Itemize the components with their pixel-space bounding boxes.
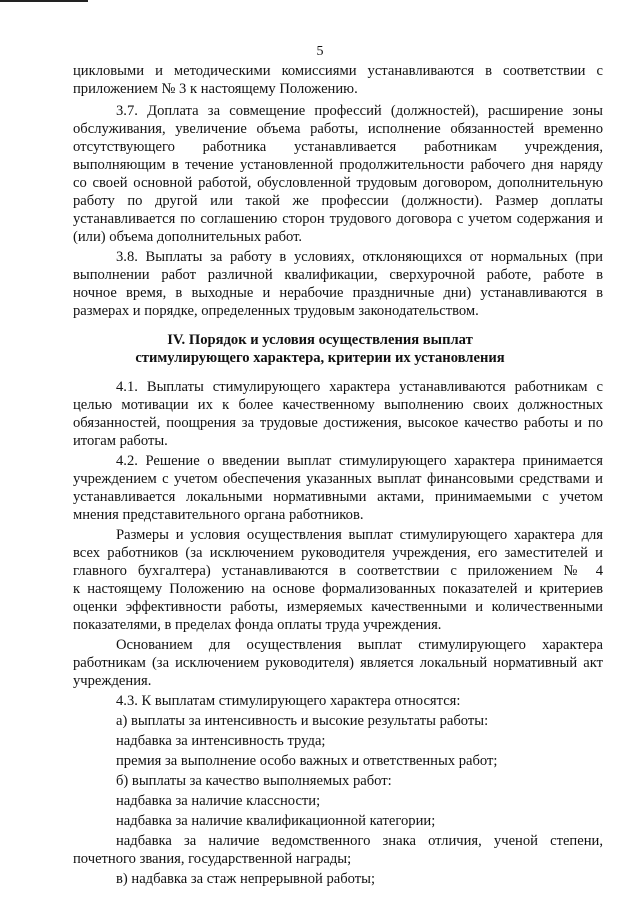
text-line: 3.8. Выплаты за работу в условиях, отклоняющихся от нормальных (при	[116, 249, 603, 265]
text-line: к настоящему Положению на основе формализованных показателей и критериев	[73, 581, 603, 597]
list-item: почетного звания, государственной награды;	[73, 851, 352, 867]
text-line: выполняющим в течение установленной продолжительности рабочего дня наряду	[73, 157, 603, 173]
list-item: в) надбавка за стаж непрерывной работы;	[116, 871, 376, 887]
list-item: а) выплаты за интенсивность и высокие результаты работы:	[116, 713, 489, 729]
text-line: размерах и порядке, определенных трудовым законодательством.	[73, 303, 479, 319]
text-line: учреждением с учетом обеспечения указанных выплат финансовыми средствами и	[73, 471, 603, 487]
page-number: 5	[316, 44, 324, 59]
text-line: устанавливается по соглашению сторон трудового договора с учетом содержания и	[73, 211, 603, 227]
text-line: ночное время, в выходные и нерабочие праздничные дни) устанавливаются в	[73, 285, 603, 301]
text-line: 4.2. Решение о введении выплат стимулирующего характера принимается	[116, 453, 603, 469]
text-line: показателями, в пределах фонда оплаты труда учреждения.	[73, 617, 442, 633]
list-item: б) выплаты за качество выполняемых работ:	[116, 773, 392, 789]
text-line: главного бухгалтера) устанавливаются в соответствии с приложением № 4	[73, 563, 603, 579]
text-line: устанавливается локальными нормативными актами, принимаемыми с учетом	[73, 489, 603, 505]
list-item: надбавка за наличие квалификационной категории;	[116, 813, 436, 829]
list-item: надбавка за наличие классности;	[116, 793, 321, 809]
text-line: учреждения.	[73, 673, 152, 689]
text-line: оценки эффективности работы, измеряемых качественными и количественными	[73, 599, 603, 615]
section-heading: стимулирующего характера, критерии их установления	[135, 350, 505, 366]
list-item: премия за выполнение особо важных и ответственных работ;	[116, 753, 498, 769]
text-line: (или) объема дополнительных работ.	[73, 229, 303, 245]
text-line: обязанностей, поощрения за трудовые достижения, высокое качество работы и по	[73, 415, 603, 431]
text-line: 3.7. Доплата за совмещение профессий (должностей), расширение зоны	[116, 103, 603, 119]
text-line: целью мотивации их к более качественному выполнению своих должностных	[73, 397, 603, 413]
list-item: надбавка за наличие ведомственного знака отличия, ученой степени,	[116, 833, 603, 849]
text-line: Основанием для осуществления выплат стимулирующего характера	[116, 637, 603, 653]
text-line: цикловыми и методическими комиссиями устанавливаются в соответствии с	[73, 63, 603, 79]
text-line: работу по другой или такой же профессии (должности). Размер доплаты	[73, 193, 603, 209]
text-line: 4.3. К выплатам стимулирующего характера относятся:	[116, 693, 461, 709]
text-line: со своей основной работой, обусловленной трудовым договором, дополнительную	[73, 175, 603, 191]
text-line: итогам работы.	[73, 433, 168, 449]
section-heading: IV. Порядок и условия осуществления выплат	[167, 332, 473, 348]
text-line: мнения представительного органа работников.	[73, 507, 364, 523]
top-rule	[0, 0, 88, 2]
text-line: обслуживания, увеличение объема работы, исполнение обязанностей временно	[73, 121, 603, 137]
text-line: всех работников (за исключением руководителя учреждения, его заместителей и	[73, 545, 603, 561]
text-line: 4.1. Выплаты стимулирующего характера устанавливаются работникам с	[116, 379, 603, 395]
list-item: надбавка за интенсивность труда;	[116, 733, 326, 749]
text-line: приложением № 3 к настоящему Положению.	[73, 81, 358, 97]
text-line: Размеры и условия осуществления выплат стимулирующего характера для	[116, 527, 603, 543]
text-line: выполнении работ различной квалификации, сверхурочной работе, работе в	[73, 267, 603, 283]
text-line: работникам (за исключением руководителя) является локальный нормативный акт	[73, 655, 603, 671]
text-line: отсутствующего работника устанавливается работникам учреждения,	[73, 139, 603, 155]
